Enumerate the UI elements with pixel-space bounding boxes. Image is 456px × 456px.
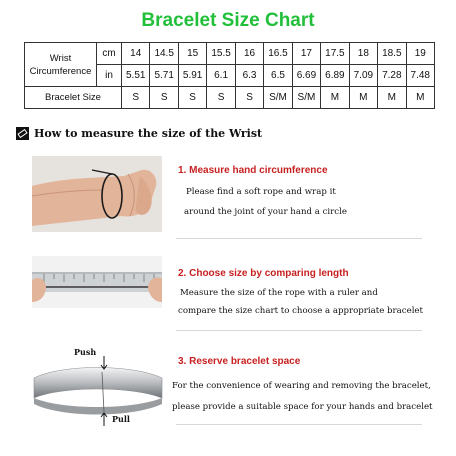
- cm-cell: 14.5: [150, 43, 178, 65]
- push-label: Push: [74, 347, 97, 357]
- step-3-title: 3. Reserve bracelet space: [178, 356, 301, 367]
- step-2-line-2: compare the size chart to choose a appropriate bracelet: [178, 306, 423, 316]
- chart-title: Bracelet Size Chart: [141, 10, 315, 31]
- step-1-title: 1. Measure hand circumference: [178, 165, 328, 176]
- in-cell: 5.51: [122, 65, 150, 87]
- unit-cm: cm: [97, 43, 122, 65]
- size-cell: S: [207, 87, 235, 109]
- step-2-title: 2. Choose size by comparing length: [178, 268, 349, 279]
- bracelet-size-label: Bracelet Size: [25, 87, 122, 109]
- size-cell: M: [321, 87, 349, 109]
- step-2-line-1: Measure the size of the rope with a ruler and: [180, 288, 378, 298]
- size-cell: S/M: [292, 87, 320, 109]
- cm-cell: 14: [122, 43, 150, 65]
- section-heading: [16, 126, 262, 140]
- cm-cell: 19: [406, 43, 434, 65]
- unit-in: in: [97, 65, 122, 87]
- cm-cell: 17: [292, 43, 320, 65]
- cm-cell: 18: [349, 43, 377, 65]
- wrist-rope-photo: [32, 156, 162, 232]
- step-3-line-2: please provide a suitable space for your hands and bracelet: [172, 402, 433, 412]
- in-cell: 6.1: [207, 65, 235, 87]
- in-cell: 7.09: [349, 65, 377, 87]
- in-cell: 7.48: [406, 65, 434, 87]
- wrist-circumference-label: Wrist Circumference: [25, 43, 97, 87]
- in-cell: 5.91: [178, 65, 206, 87]
- bracelet-icon: [16, 127, 29, 140]
- step-1-line-2: around the joint of your hand a circle: [184, 207, 347, 217]
- in-cell: 6.69: [292, 65, 320, 87]
- section-heading-text: How to measure the size of the Wrist: [34, 126, 263, 140]
- in-cell: 5.71: [150, 65, 178, 87]
- cm-row: [25, 43, 435, 65]
- cm-cell: 15: [178, 43, 206, 65]
- step-3-line-1: For the convenience of wearing and removing the bracelet,: [172, 381, 431, 391]
- divider: [176, 330, 422, 331]
- size-cell: S: [178, 87, 206, 109]
- size-cell: M: [349, 87, 377, 109]
- in-cell: 6.89: [321, 65, 349, 87]
- ruler-photo: [32, 256, 162, 308]
- in-cell: 6.3: [235, 65, 263, 87]
- divider: [176, 424, 422, 425]
- divider: [176, 238, 422, 239]
- step-1-line-1: Please find a soft rope and wrap it: [186, 187, 336, 197]
- cm-cell: 17.5: [321, 43, 349, 65]
- size-cell: S: [150, 87, 178, 109]
- in-cell: 6.5: [264, 65, 292, 87]
- size-cell: M: [406, 87, 434, 109]
- pull-label: Pull: [112, 414, 130, 424]
- size-cell: S/M: [264, 87, 292, 109]
- cm-cell: 18.5: [378, 43, 406, 65]
- bangle-photo: [32, 342, 164, 434]
- size-cell: M: [378, 87, 406, 109]
- size-cell: S: [122, 87, 150, 109]
- size-chart-table: [24, 42, 435, 109]
- cm-cell: 16.5: [264, 43, 292, 65]
- bracelet-size-row: [25, 87, 435, 109]
- cm-cell: 16: [235, 43, 263, 65]
- size-cell: S: [235, 87, 263, 109]
- in-cell: 7.28: [378, 65, 406, 87]
- cm-cell: 15.5: [207, 43, 235, 65]
